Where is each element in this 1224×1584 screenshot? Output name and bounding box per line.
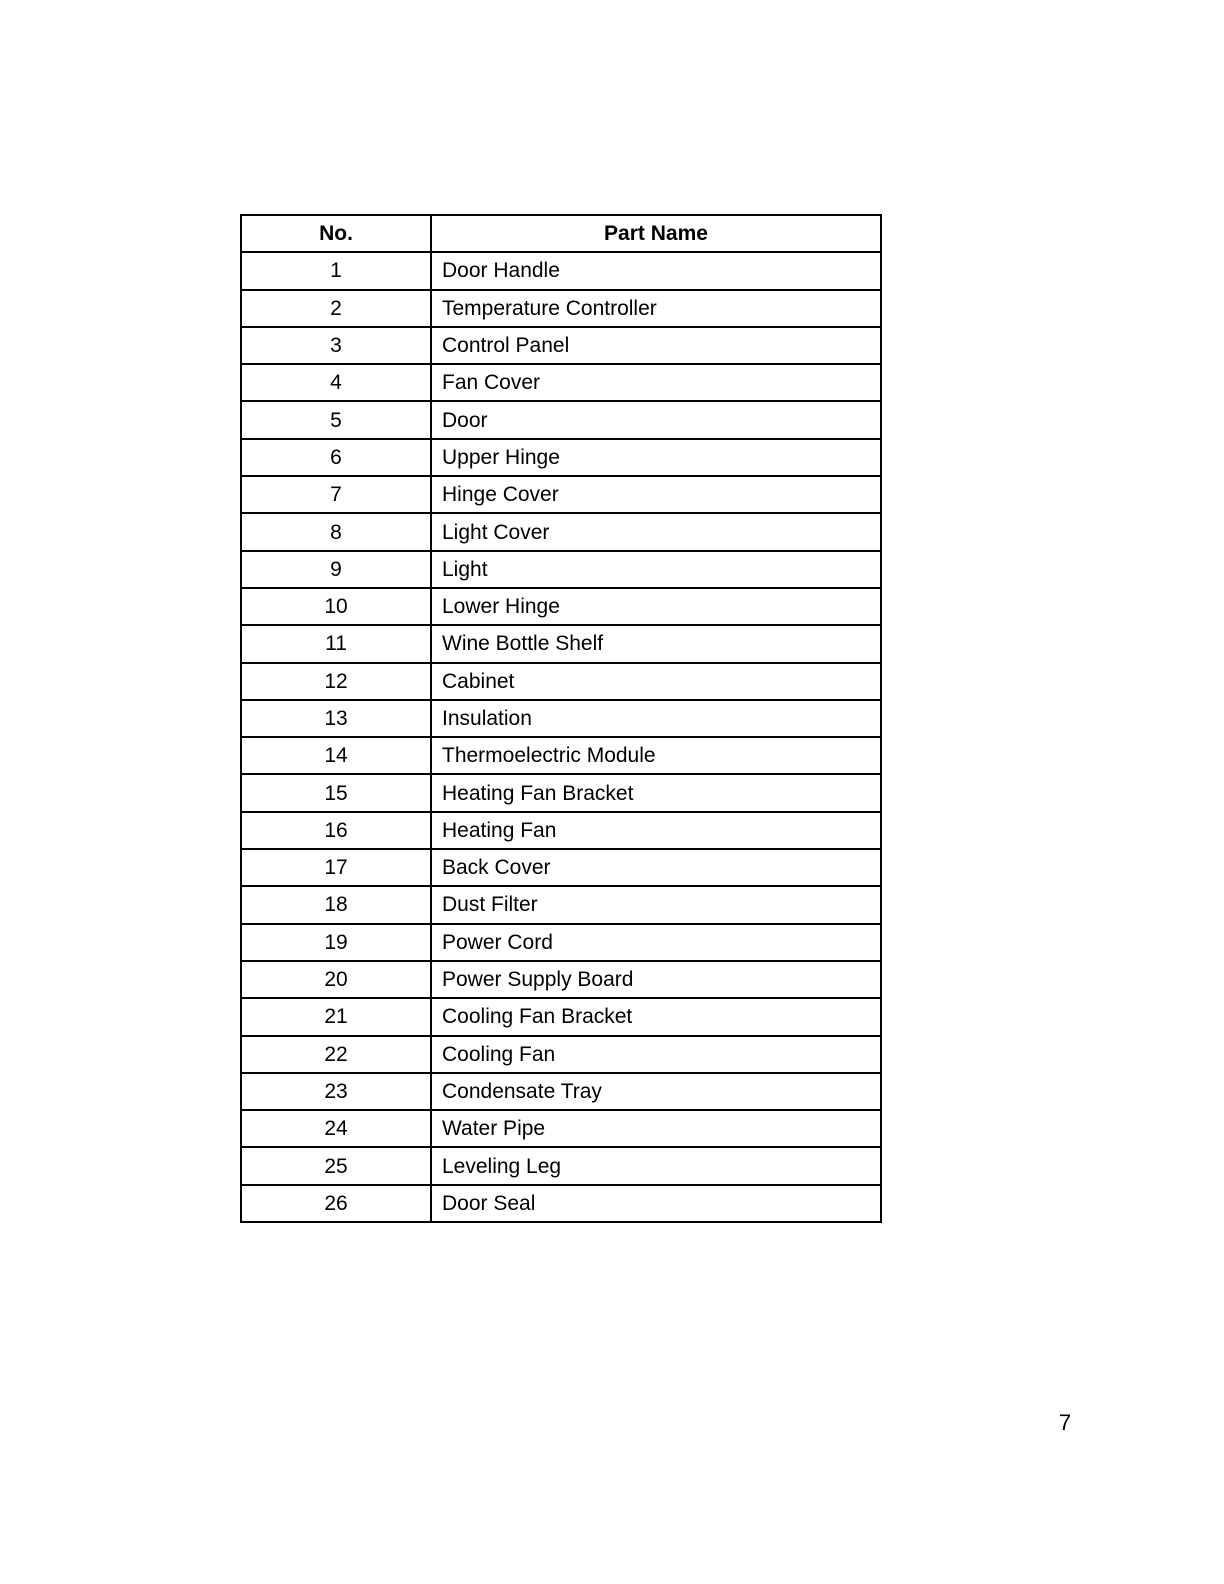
- part-number-cell: 3: [241, 327, 431, 364]
- part-number-cell: 6: [241, 439, 431, 476]
- table-row: [241, 290, 881, 327]
- part-name-cell: Door Seal: [431, 1185, 881, 1222]
- part-name-cell: Light: [431, 551, 881, 588]
- part-name-cell: Temperature Controller: [431, 290, 881, 327]
- part-name-cell: Cabinet: [431, 663, 881, 700]
- table-row: [241, 364, 881, 401]
- table-row: [241, 625, 881, 662]
- part-number-cell: 26: [241, 1185, 431, 1222]
- table-row: [241, 812, 881, 849]
- table-row: [241, 1185, 881, 1222]
- part-number-cell: 20: [241, 961, 431, 998]
- part-name-cell: Lower Hinge: [431, 588, 881, 625]
- part-number-cell: 5: [241, 401, 431, 438]
- table-row: [241, 513, 881, 550]
- part-name-cell: Door Handle: [431, 252, 881, 289]
- part-number-cell: 21: [241, 998, 431, 1035]
- part-name-cell: Dust Filter: [431, 886, 881, 923]
- part-number-cell: 13: [241, 700, 431, 737]
- parts-table: [240, 214, 882, 1223]
- part-number-cell: 25: [241, 1147, 431, 1184]
- part-number-cell: 23: [241, 1073, 431, 1110]
- part-name-cell: Thermoelectric Module: [431, 737, 881, 774]
- part-number-cell: 16: [241, 812, 431, 849]
- part-name-cell: Condensate Tray: [431, 1073, 881, 1110]
- part-number-cell: 4: [241, 364, 431, 401]
- part-number-cell: 1: [241, 252, 431, 289]
- part-name-cell: Control Panel: [431, 327, 881, 364]
- table-row: [241, 1110, 881, 1147]
- part-number-cell: 22: [241, 1036, 431, 1073]
- part-name-cell: Fan Cover: [431, 364, 881, 401]
- part-number-cell: 24: [241, 1110, 431, 1147]
- table-row: [241, 401, 881, 438]
- page-number: 7: [1058, 1410, 1072, 1435]
- part-number-cell: 9: [241, 551, 431, 588]
- part-name-cell: Wine Bottle Shelf: [431, 625, 881, 662]
- column-header-no: No.: [241, 215, 431, 252]
- column-header-part-name: Part Name: [431, 215, 881, 252]
- table-row: [241, 1147, 881, 1184]
- part-name-cell: Upper Hinge: [431, 439, 881, 476]
- table-row: [241, 663, 881, 700]
- part-number-cell: 19: [241, 924, 431, 961]
- part-name-cell: Leveling Leg: [431, 1147, 881, 1184]
- table-row: [241, 700, 881, 737]
- table-header-row: [241, 215, 881, 252]
- part-number-cell: 8: [241, 513, 431, 550]
- part-name-cell: Heating Fan Bracket: [431, 774, 881, 811]
- part-number-cell: 17: [241, 849, 431, 886]
- part-number-cell: 14: [241, 737, 431, 774]
- table-row: [241, 774, 881, 811]
- table-row: [241, 588, 881, 625]
- part-number-cell: 12: [241, 663, 431, 700]
- part-name-cell: Power Supply Board: [431, 961, 881, 998]
- parts-table-body: [241, 252, 881, 1222]
- table-row: [241, 849, 881, 886]
- part-name-cell: Door: [431, 401, 881, 438]
- part-name-cell: Back Cover: [431, 849, 881, 886]
- table-row: [241, 476, 881, 513]
- table-row: [241, 439, 881, 476]
- table-row: [241, 737, 881, 774]
- table-row: [241, 551, 881, 588]
- part-name-cell: Cooling Fan: [431, 1036, 881, 1073]
- part-number-cell: 10: [241, 588, 431, 625]
- part-number-cell: 15: [241, 774, 431, 811]
- part-number-cell: 11: [241, 625, 431, 662]
- table-row: [241, 1073, 881, 1110]
- part-name-cell: Cooling Fan Bracket: [431, 998, 881, 1035]
- part-name-cell: Water Pipe: [431, 1110, 881, 1147]
- part-name-cell: Hinge Cover: [431, 476, 881, 513]
- part-number-cell: 2: [241, 290, 431, 327]
- table-row: [241, 886, 881, 923]
- table-row: [241, 961, 881, 998]
- part-name-cell: Power Cord: [431, 924, 881, 961]
- table-row: [241, 1036, 881, 1073]
- table-row: [241, 327, 881, 364]
- part-number-cell: 18: [241, 886, 431, 923]
- part-name-cell: Heating Fan: [431, 812, 881, 849]
- part-name-cell: Insulation: [431, 700, 881, 737]
- table-row: [241, 924, 881, 961]
- table-row: [241, 998, 881, 1035]
- part-name-cell: Light Cover: [431, 513, 881, 550]
- part-number-cell: 7: [241, 476, 431, 513]
- table-row: [241, 252, 881, 289]
